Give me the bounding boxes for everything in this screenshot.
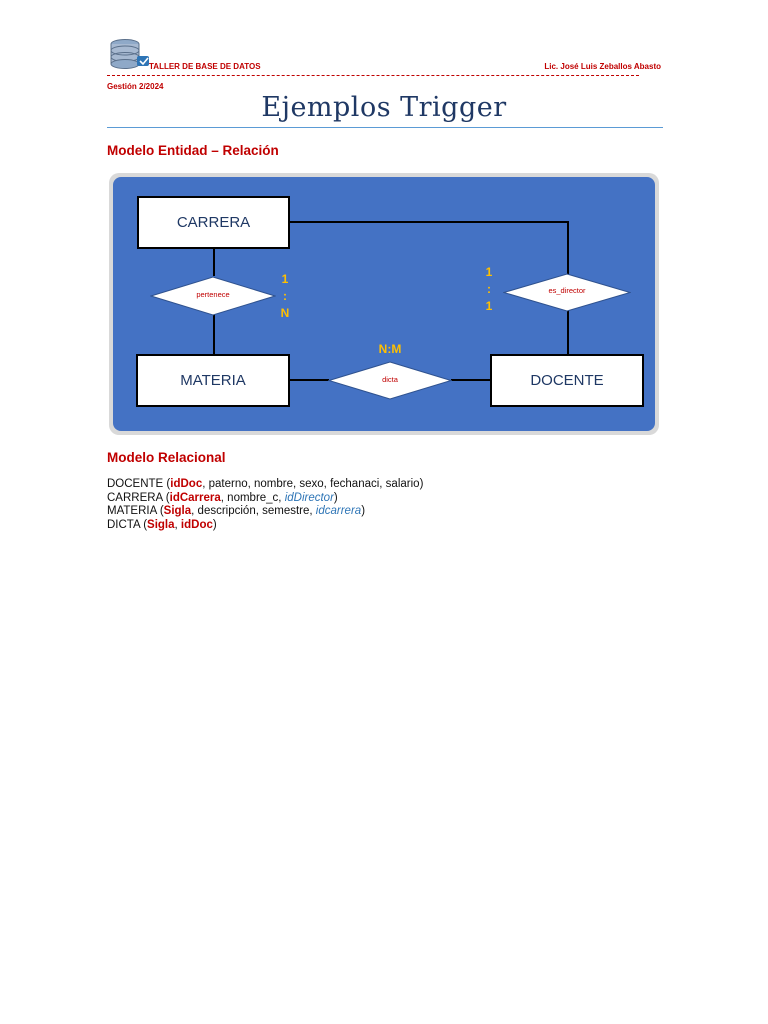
entity-materia (136, 354, 290, 407)
instructor-name: Lic. José Luis Zeballos Abasto (544, 62, 661, 71)
entity-carrera-label: CARRERA (176, 214, 251, 231)
line-carrera-right (289, 221, 568, 223)
line-dicta-docente (451, 379, 492, 381)
entity-docente (490, 354, 644, 407)
primary-key: idCarrera (169, 491, 221, 504)
relation-dicta: DICTA (Sigla, idDoc) (107, 518, 217, 531)
cardinality-pertenece-one: 1 (281, 272, 289, 286)
page-header (107, 36, 663, 96)
database-icon (107, 38, 151, 72)
relational-model (107, 478, 423, 532)
line-carrera-pertenece (213, 249, 215, 276)
cardinality-pertenece (275, 271, 295, 322)
term-label: Gestión 2/2024 (107, 82, 164, 91)
relationship-dicta (328, 361, 452, 400)
cardinality-es-director-colon: : (487, 282, 491, 296)
relation-docente: DOCENTE (idDoc, paterno, nombre, sexo, fechanaci, salario) (107, 478, 424, 490)
relationship-dicta-label: dicta (382, 375, 398, 384)
er-model-heading: Modelo Entidad – Relación (107, 143, 279, 158)
primary-key: idDoc (170, 478, 203, 490)
relation-carrera: CARRERA (idCarrera, nombre_c, idDirector) (107, 491, 338, 504)
cardinality-pertenece-many: N (280, 306, 290, 320)
relation-materia: MATERIA (Sigla, descripción, semestre, idcarrera) (107, 505, 366, 518)
line-to-es-director (567, 221, 569, 277)
page-title: Ejemplos Trigger (261, 92, 507, 123)
entity-materia-label: MATERIA (180, 372, 246, 389)
relationship-pertenece-label: pertenece (196, 290, 230, 299)
cardinality-es-director (479, 264, 499, 315)
relationship-es-director-label: es_director (548, 286, 586, 295)
relational-model-heading: Modelo Relacional (107, 450, 226, 465)
primary-key: idDoc (180, 518, 213, 531)
relationship-es-director (503, 273, 631, 312)
cardinality-dicta-label: N:M (378, 342, 402, 356)
relationship-pertenece (150, 276, 276, 316)
line-pertenece-materia (213, 315, 215, 355)
cardinality-es-director-one-a: 1 (485, 265, 493, 279)
course-name: TALLER DE BASE DE DATOS (149, 62, 261, 71)
foreign-key: idcarrera (315, 505, 362, 518)
er-diagram (109, 173, 659, 435)
primary-key: Sigla (163, 505, 192, 518)
header-divider (107, 75, 639, 76)
primary-key: Sigla (147, 518, 175, 531)
cardinality-dicta (368, 341, 412, 358)
cardinality-es-director-one-b: 1 (485, 299, 493, 313)
title-underline (107, 127, 663, 128)
entity-docente-label: DOCENTE (530, 372, 604, 389)
cardinality-pertenece-colon: : (283, 289, 287, 303)
foreign-key: idDirector (284, 491, 334, 504)
line-materia-dicta (289, 379, 329, 381)
line-es-director-docente (567, 310, 569, 355)
er-diagram-canvas (113, 177, 655, 431)
entity-carrera (137, 196, 290, 249)
